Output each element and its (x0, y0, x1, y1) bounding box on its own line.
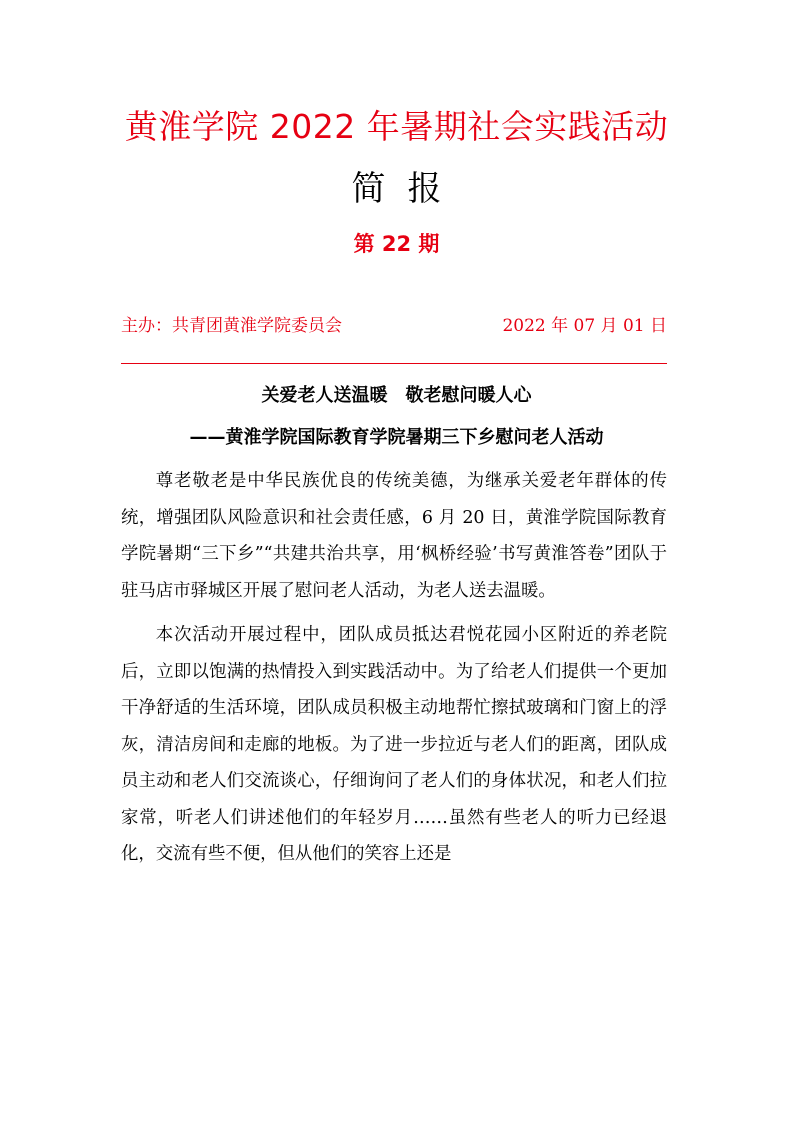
red-divider (121, 363, 667, 364)
issue-number: 第 22 期 (353, 232, 440, 256)
body-paragraph: 本次活动开展过程中，团队成员抵达君悦花园小区附近的养老院后，立即以饱满的热情投入到实践活动中。为了给老人们提供一个更加干净舒适的生活环境，团队成员积极主动地帮忙擦拭玻璃和门窗上的浮灰，清洁房间和走廊的地板。为了进一步拉近与老人们的距离，团队成员主动和老人们交流谈心，仔细询问了老人们的身体状况，和老人们拉家常，听老人们讲述他们的年轻岁月……虽然有些老人的听力已经退化，交流有些不便，但从他们的笑容上还是 (121, 625, 667, 864)
body-paragraph: 尊老敬老是中华民族优良的传统美德，为继承关爱老年群体的传统，增强团队风险意识和社会责任感，6 月 20 日，黄淮学院国际教育学院暑期“三下乡”“共建共治共享，用‘枫桥经验’书写黄淮答卷”团队于驻马店市驿城区开展了慰问老人活动，为老人送去温暖。 (121, 471, 667, 601)
sponsor-line: 主办：共青团黄淮学院委员会 (121, 316, 342, 336)
bulletin-title: 黄淮学院 2022 年暑期社会实践活动 (124, 107, 669, 146)
bulletin-meta (121, 313, 667, 339)
article-title: 关爱老人送温暖 敬老慰问暖人心 (261, 385, 532, 406)
bulletin-subtitle: 简报 (351, 169, 464, 209)
article-subtitle: ——黄淮学院国际教育学院暑期三下乡慰问老人活动 (189, 427, 604, 448)
publish-date: 2022 年 07 月 01 日 (502, 316, 667, 336)
article-body (121, 463, 667, 873)
